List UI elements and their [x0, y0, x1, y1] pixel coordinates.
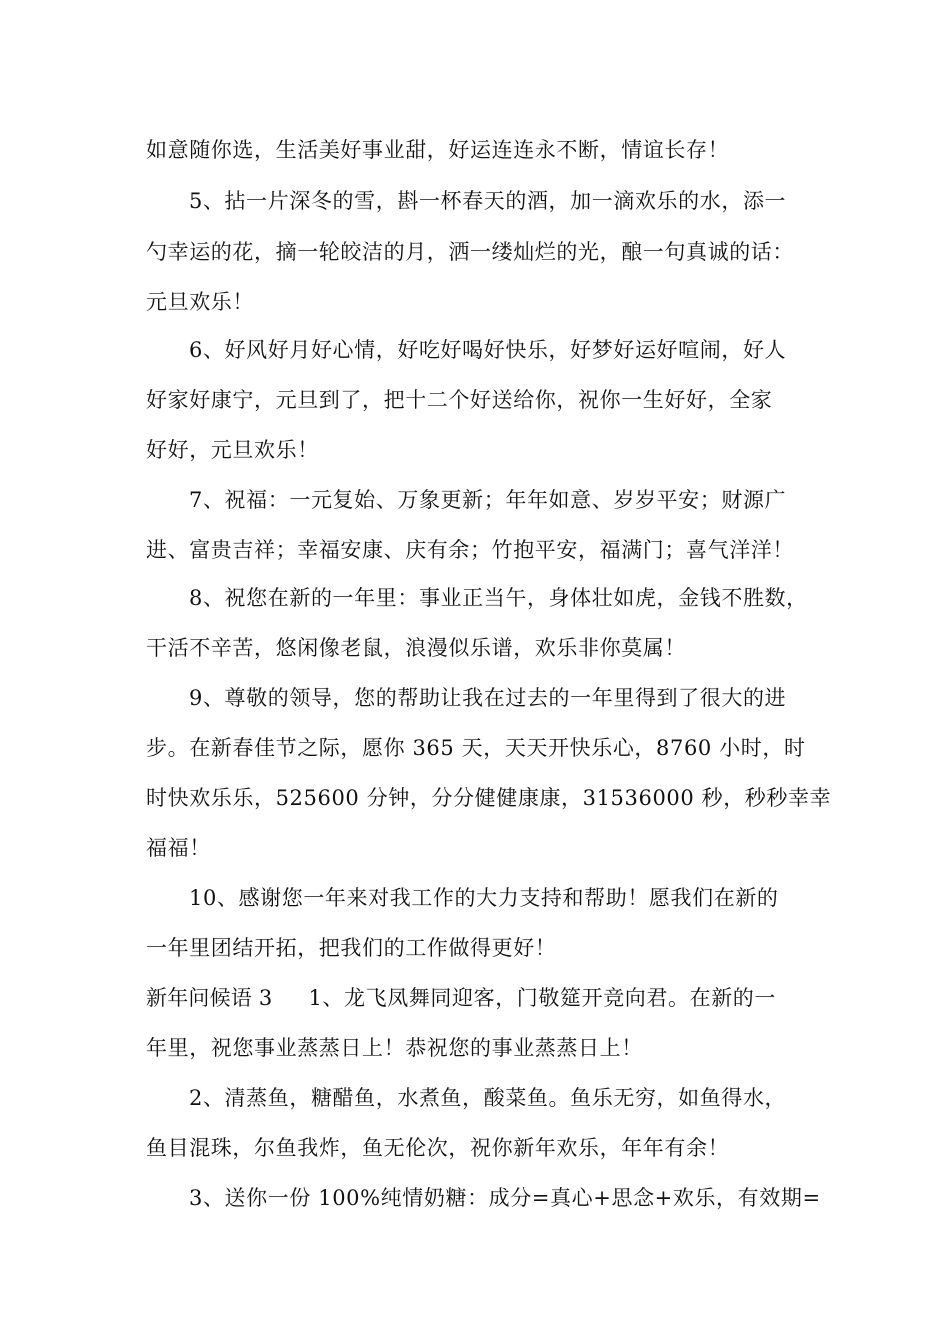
text-line-11: 干活不辛苦，悠闲像老鼠，浪漫似乐谱，欢乐非你莫属！ — [146, 636, 686, 660]
text-line-19: 年里，祝您事业蒸蒸日上！恭祝您的事业蒸蒸日上！ — [146, 1036, 643, 1060]
text-line-4: 元旦欢乐！ — [146, 290, 254, 314]
text-line-6: 好家好康宁，元旦到了，把十二个好送给你，祝你一生好好，全家 — [146, 388, 773, 412]
text-line-21: 鱼目混珠，尔鱼我炸，鱼无伦次，祝你新年欢乐，年年有余！ — [146, 1136, 730, 1160]
text-line-17: 一年里团结开拓，把我们的工作做得更好！ — [146, 936, 557, 960]
text-line-2: 5、拈一片深冬的雪，斟一杯春天的酒，加一滴欢乐的水，添一 — [189, 189, 787, 213]
text-line-12: 9、尊敬的领导，您的帮助让我在过去的一年里得到了很大的进 — [189, 686, 787, 710]
text-line-13: 步。在新春佳节之际，愿你 365 天，天天开快乐心，8760 小时，时 — [146, 736, 806, 760]
section-line — [146, 983, 836, 1013]
text-line-18: 1、龙飞凤舞同迎客，门敬筵开竞向君。在新的一 — [308, 986, 776, 1010]
text-line-7: 好好，元旦欢乐！ — [146, 438, 319, 462]
section-heading: 新年问候语 3 — [146, 986, 273, 1010]
text-line-9: 进、富贵吉祥；幸福安康、庆有余；竹抱平安，福满门；喜气洋洋！ — [146, 538, 794, 562]
text-line-14: 时快欢乐乐，525600 分钟，分分健健康康，31536000 秒，秒秒幸幸 — [146, 786, 832, 810]
text-line-10: 8、祝您在新的一年里：事业正当午，身体壮如虎，金钱不胜数， — [189, 586, 808, 610]
text-line-3: 勺幸运的花，摘一轮皎洁的月，洒一缕灿烂的光，酿一句真诚的话： — [146, 240, 794, 264]
text-line-15: 福福！ — [146, 836, 211, 860]
text-line-8: 7、祝福：一元复始、万象更新；年年如意、岁岁平安；财源广 — [189, 488, 787, 512]
text-line-22: 3、送你一份 100%纯情奶糖：成分=真心+思念+欢乐，有效期= — [189, 1186, 821, 1210]
text-line-1: 如意随你选，生活美好事业甜，好运连连永不断，情谊长存！ — [146, 138, 730, 162]
text-line-5: 6、好风好月好心情，好吃好喝好快乐，好梦好运好喧闹，好人 — [189, 338, 787, 362]
text-line-20: 2、清蒸鱼，糖醋鱼，水煮鱼，酸菜鱼。鱼乐无穷，如鱼得水， — [189, 1086, 787, 1110]
text-line-16: 10、感谢您一年来对我工作的大力支持和帮助！愿我们在新的 — [189, 886, 779, 910]
